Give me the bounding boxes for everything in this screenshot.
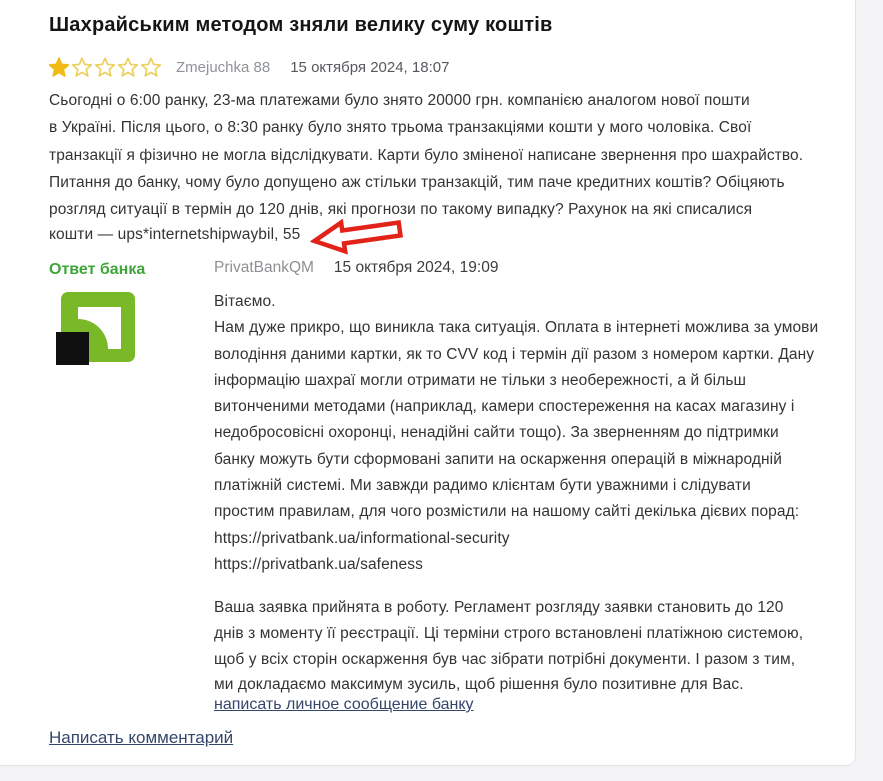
star-empty-icon: [72, 57, 92, 77]
review-date: 15 октября 2024, 18:07: [290, 58, 450, 76]
bank-reply-text-1: Вітаємо. Нам дуже прикро, що виникла така ситуація. Оплата в інтернеті можлива за умови володіння даними картки, як то CVV код і термін дії разом з номером картки. Дану інформацію шахраї могли отримати не тільки з необережності, а й більш витонченими методами (наприклад, камери спостереження на касах магазину і недобросовісні охоронці, ненадійні сайти тощо). За зверненням до підтримки банку можуть бути сформовані запити на оскарження операцій в міжнародній платіжній системі. Ми завжди радимо клієнтам бути уважними і слідувати простим правилам, для чого розмістили на нашому сайті декілька дієвих порад: https://privatbank.ua/informational-security https://privatbank.ua/safeness: [214, 293, 819, 573]
star-filled-icon: [49, 57, 69, 77]
review-title: Шахрайським методом зняли велику суму коштів: [49, 14, 553, 36]
star-empty-icon: [141, 57, 161, 77]
review-meta-row: [49, 57, 449, 77]
bank-reply-date: 15 октября 2024, 19:09: [333, 259, 499, 276]
review-body-text: Сьогодні о 6:00 ранку, 23-ма платежами було знято 20000 грн. компанією аналогом нової пошти в Україні. Після цього, о 8:30 ранку було знято трьома транзакціями кошти у мого чоловіка. Свої транзакції я фізично не могла відслідкувати. Карти було зміненої написане звернення про шахрайство. Питання до банку, чому було допущено аж стільки транзакцій, тим паче кредитних коштів? Обіцяють розгляд ситуації в термін до 120 днів, які прогнози по такому випадку? Рахунок на які списалися: [49, 92, 804, 219]
review-last-line-row: [49, 211, 404, 259]
star-rating: [49, 57, 161, 77]
privatbank-logo-icon: [53, 292, 149, 373]
review-card-content: [1, 1, 856, 766]
bank-account-name[interactable]: PrivatBankQM: [214, 259, 314, 276]
private-message-bank-link[interactable]: написать личное сообщение банку: [214, 696, 474, 713]
red-arrow-shape: [313, 215, 402, 256]
bank-reply-label: Ответ банка: [49, 261, 146, 278]
star-empty-icon: [118, 57, 138, 77]
bank-reply-header: [214, 259, 498, 277]
star-empty-icon: [95, 57, 115, 77]
write-comment-link[interactable]: Написать комментарий: [49, 728, 234, 747]
review-author[interactable]: Zmejuchka 88: [176, 58, 271, 76]
bank-reply-text-2: Ваша заявка прийнята в роботу. Регламент розгляду заявки становить до 120 днів з моменту її реєстрації. Ці терміни строго встановлені платіжною системою, щоб у всіх сторін оскарження був час зібрати потрібні документи. І разом з тим, ми докладаємо максимум зусиль, щоб рішення було позитивне для Вас.: [214, 599, 804, 694]
red-arrow-annotation-icon: [308, 211, 406, 260]
review-last-line-text: кошти — ups*internetshipwaybil, 55: [49, 226, 301, 243]
